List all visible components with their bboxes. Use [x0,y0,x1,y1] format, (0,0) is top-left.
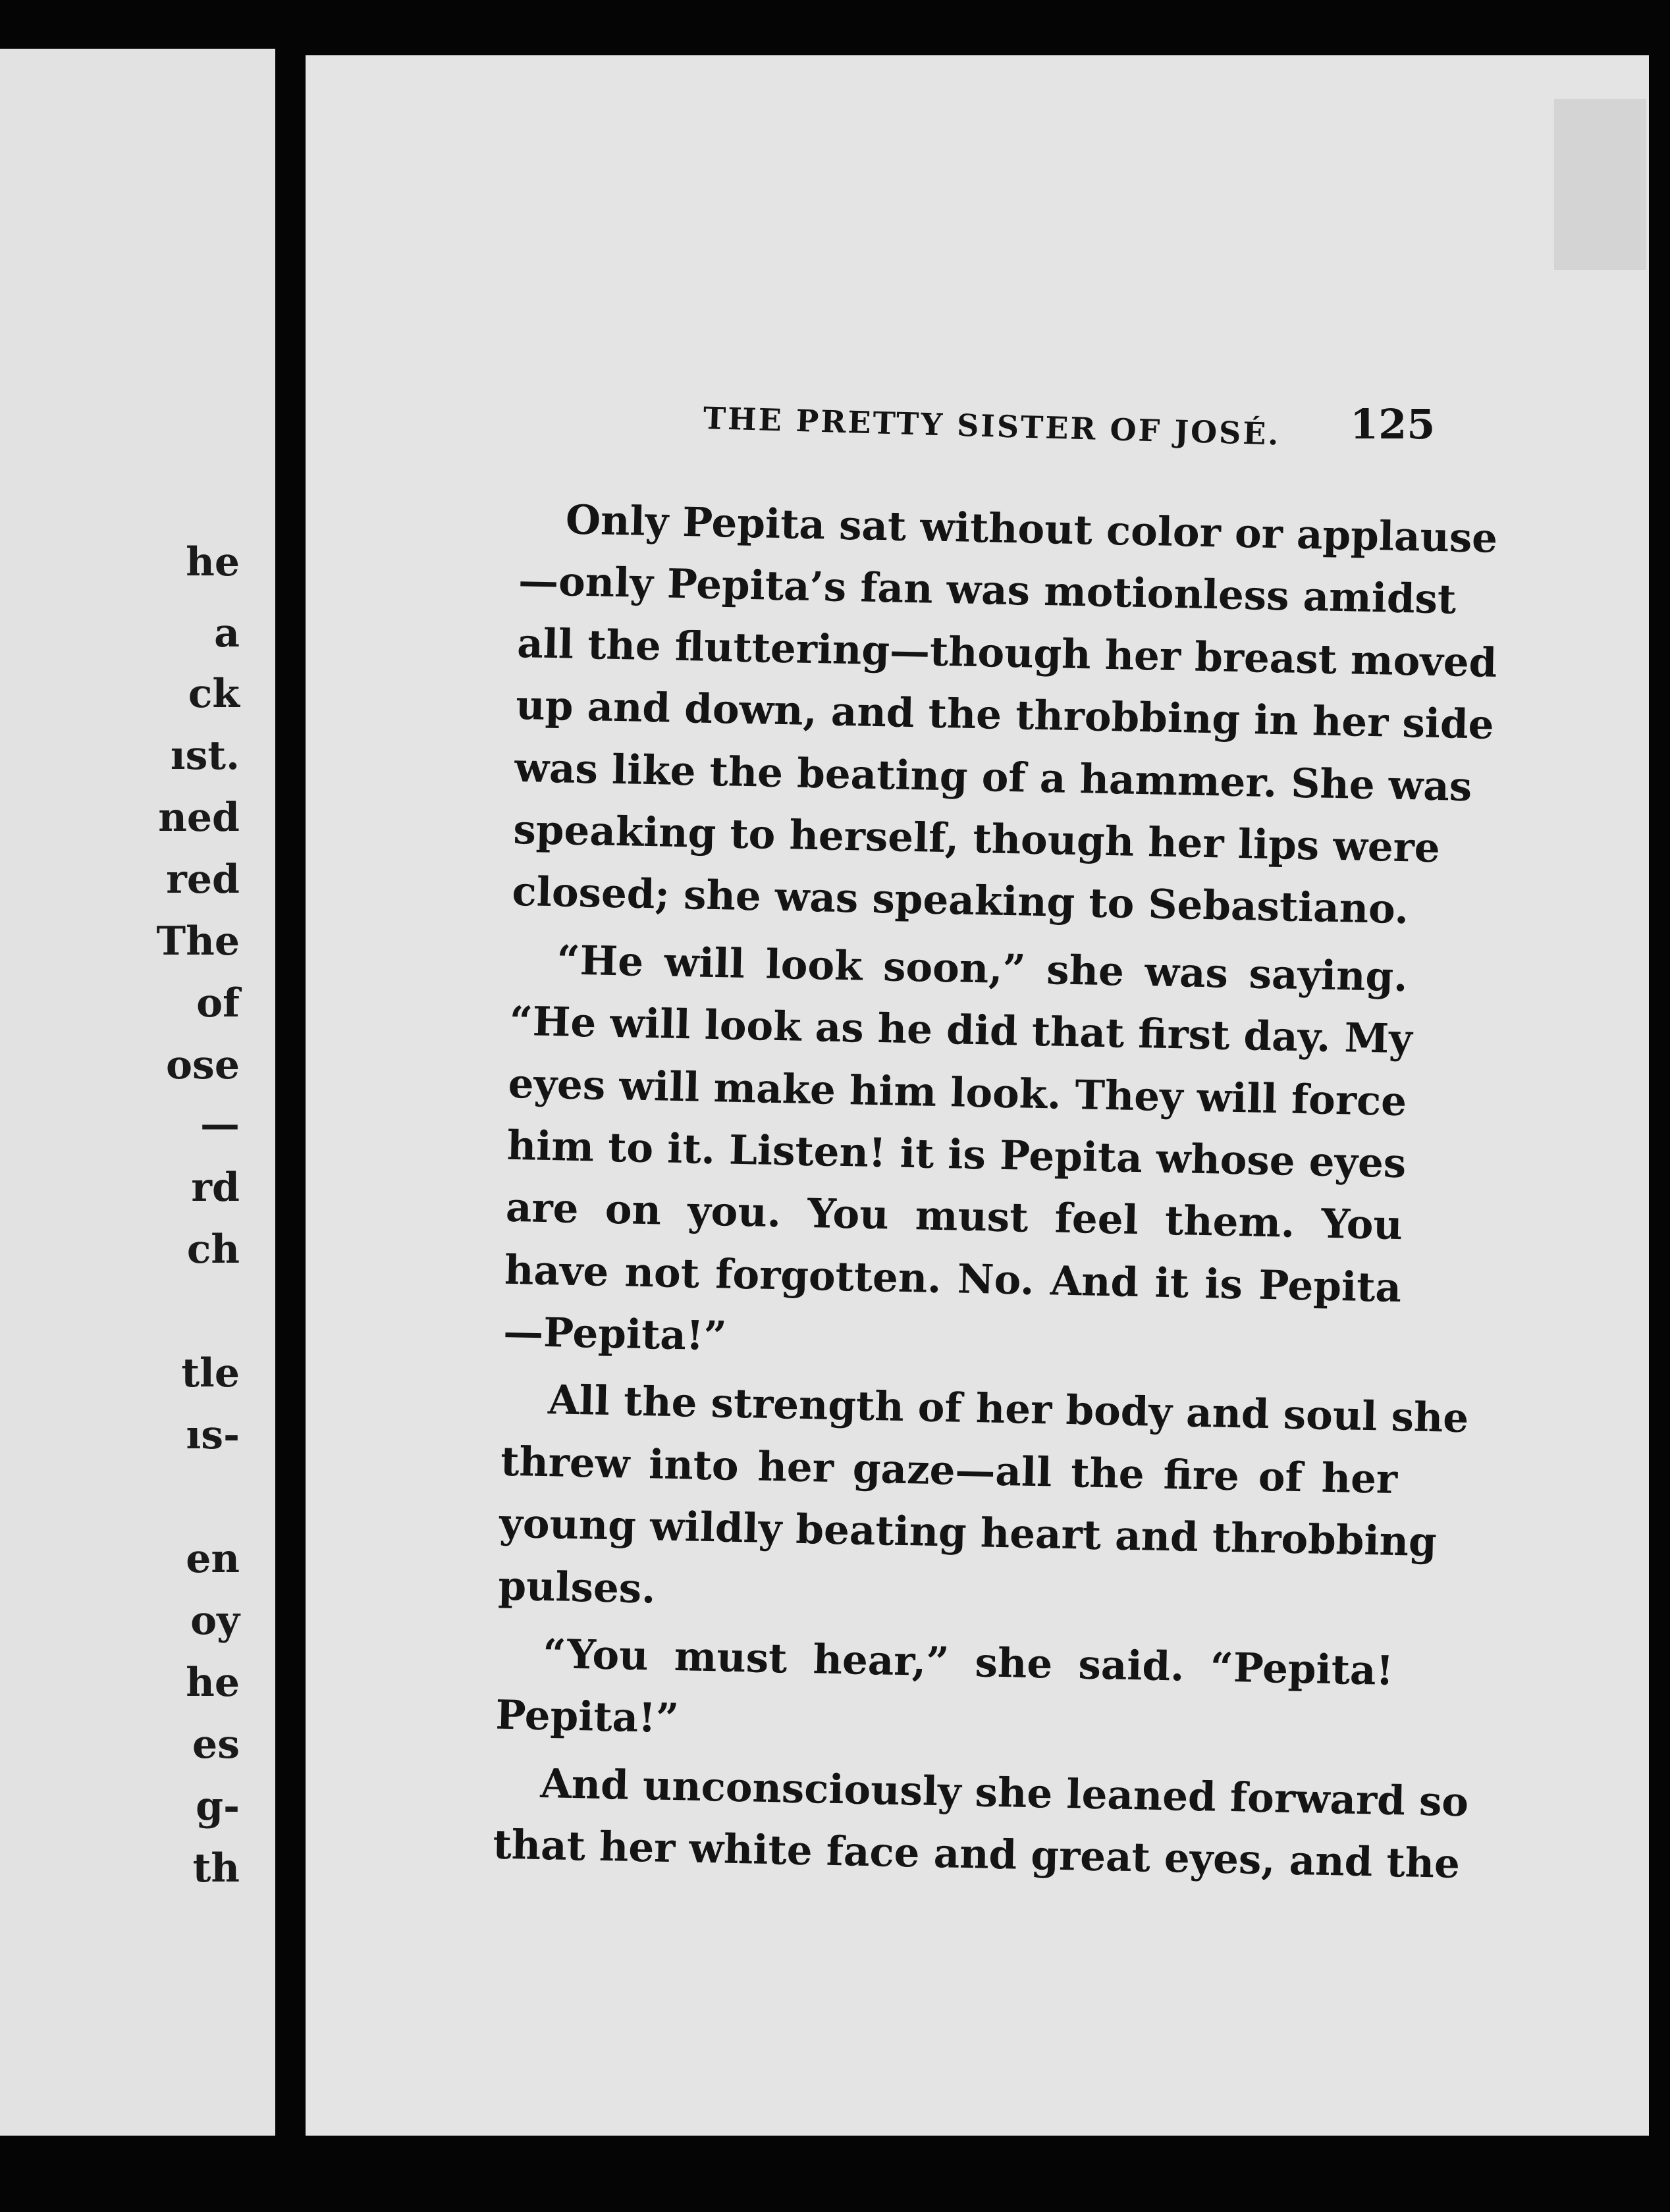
left-page-fragment: th [192,1845,240,1891]
text-line: And unconsciously she leaned forward so [539,1760,1469,1826]
page-number: 125 [1350,400,1436,448]
text-line: closed; she was speaking to Sebastiano. [511,868,1409,934]
left-page-fragment: of [196,980,240,1026]
text-line: speaking to herself, though her lips were [512,806,1441,872]
left-page-fragment: he [186,1660,240,1706]
left-page-fragment: rd [191,1165,240,1211]
text-line: eyes will make him look. They will force [508,1060,1407,1125]
left-page-fragment: — [200,1101,240,1147]
body-text [492,488,1498,1895]
book-spine-gutter [275,49,306,2136]
text-line: him to it. Listen! it is Pepita whose eyes [506,1122,1407,1188]
left-page [0,49,275,2136]
text-line: all the fluttering—though her breast moved [516,619,1497,687]
text-line: up and down, and the throbbing in her side [515,682,1495,749]
text-line: “He will look as he did that first day. My [509,997,1413,1063]
text-line: All the strength of her body and soul she [547,1377,1469,1442]
left-page-fragment: ned [158,795,240,841]
left-page-fragment: en [186,1536,240,1582]
left-page-fragment: red [166,856,240,903]
text-line: threw into her gaze—all the fire of her [500,1438,1398,1503]
running-header: THE PRETTY SISTER OF JOSÉ. [703,400,1281,452]
left-page-fragment: ck [188,671,240,717]
left-page-fragment: The [156,918,240,964]
text-line: Pepita!” [495,1692,680,1743]
left-page-fragment: g- [196,1783,240,1830]
text-line: have not forgotten. No. And it is Pepita [504,1246,1402,1311]
left-page-fragment: tle [181,1350,240,1396]
page-corner-shadow [1554,99,1646,270]
left-page-fragment: he [186,539,240,585]
text-line: —only Pepita’s fan was motionless amidst [518,558,1457,623]
scan-bottom-edge [0,2136,1670,2212]
text-line: that her white face and great eyes, and the [492,1821,1461,1888]
text-line: young wildly beating heart and throbbing [498,1500,1438,1566]
left-page-fragment: ıs- [186,1412,240,1458]
left-page-fragment: a [214,610,240,656]
left-page-fragment: oy [190,1598,240,1644]
left-page-fragment: ch [186,1226,240,1273]
left-page-fragment: ose [166,1042,240,1088]
text-line: “He will look soon,” she was saying. [556,937,1409,1001]
text-line: —Pepita!” [502,1308,728,1360]
left-page-fragment: ıst. [170,733,240,779]
text-line: pulses. [497,1562,657,1613]
text-line: “You must hear,” she said. “Pepita! [542,1631,1394,1695]
text-line: was like the beating of a hammer. She was [514,744,1472,810]
left-page-fragment: es [192,1722,240,1768]
text-line: are on you. You must feel them. You [505,1184,1403,1250]
text-line: Only Pepita sat without color or applause [565,496,1498,562]
